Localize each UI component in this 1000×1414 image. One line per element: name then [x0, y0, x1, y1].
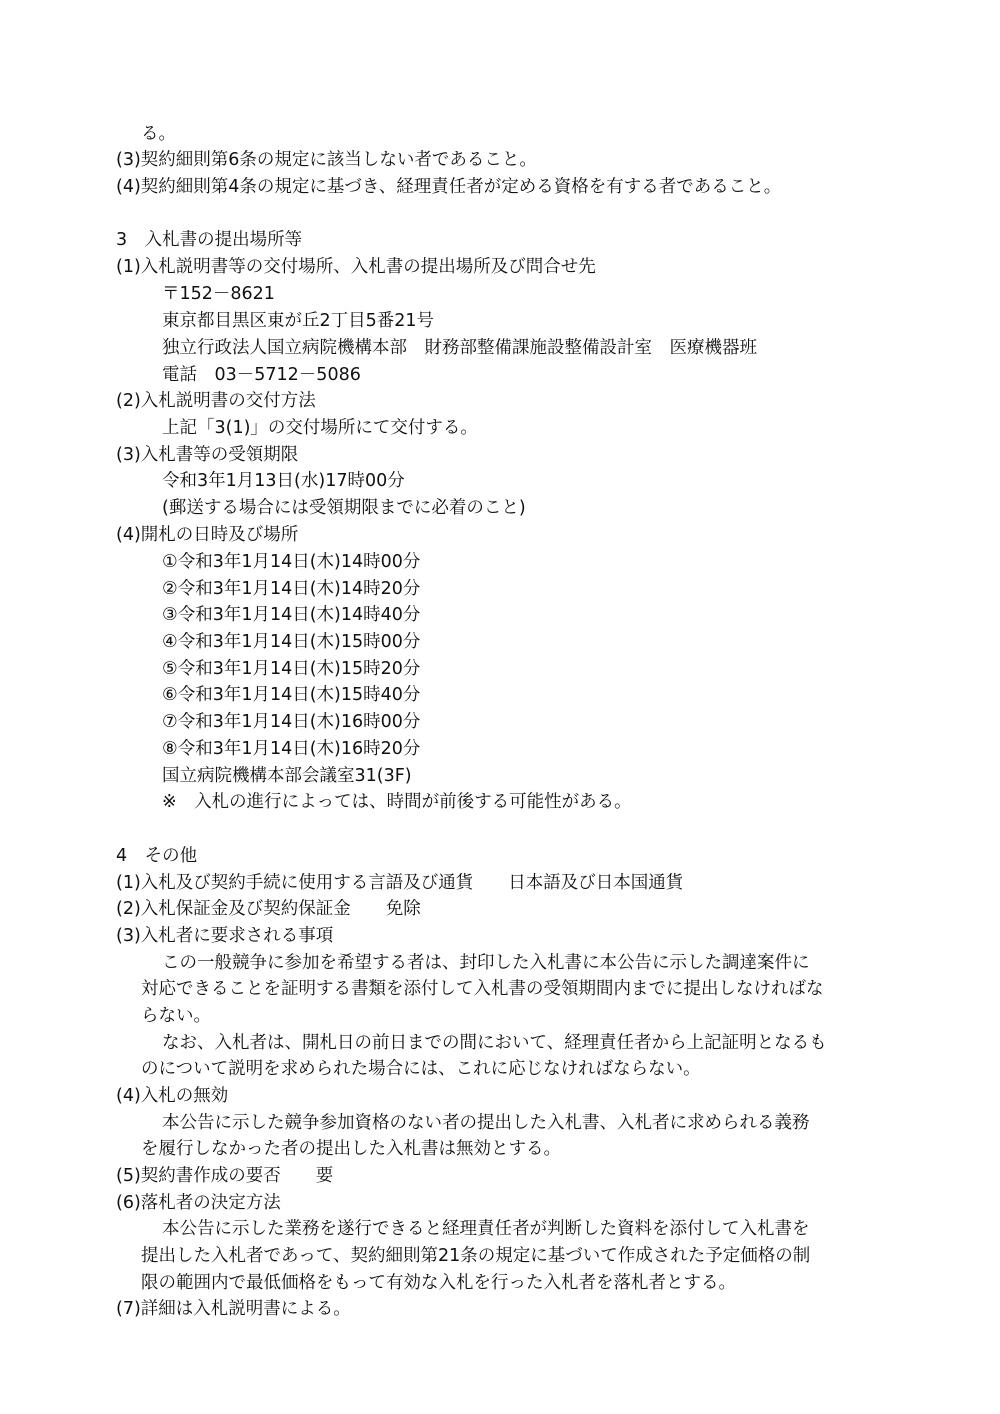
- text-line: 本公告に示した業務を遂行できると経理責任者が判断した資料を添付して入札書を: [162, 1219, 810, 1239]
- text-line: ③令和3年1月14日(木)14時40分: [162, 605, 421, 625]
- text-line: 4 その他: [116, 846, 198, 866]
- text-line: 対応できることを証明する書類を添付して入札書の受領期間内までに提出しなければな: [141, 979, 824, 999]
- text-line: 3 入札書の提出場所等: [116, 230, 303, 250]
- text-line: のについて説明を求められた場合には、これに応じなければならない。: [141, 1059, 701, 1079]
- text-line: この一般競争に参加を希望する者は、封印した入札書に本公告に示した調達案件に: [162, 953, 810, 973]
- text-line: (5)契約書作成の要否 要: [116, 1166, 334, 1186]
- text-line: ⑥令和3年1月14日(木)15時40分: [162, 685, 421, 705]
- text-line: 限の範囲内で最低価格をもって有効な入札を行った入札者を落札者とする。: [141, 1273, 736, 1293]
- text-line: 東京都目黒区東が丘2丁目5番21号: [162, 311, 435, 331]
- text-line: 上記「3(1)」の交付場所にて交付する。: [162, 418, 478, 438]
- text-line: (4)開札の日時及び場所: [116, 525, 299, 545]
- text-line: ②令和3年1月14日(木)14時20分: [162, 579, 421, 599]
- text-line: (2)入札説明書の交付方法: [116, 391, 316, 411]
- text-line: 令和3年1月13日(水)17時00分: [162, 471, 405, 491]
- text-line: 提出した入札者であって、契約細則第21条の規定に基づいて作成された予定価格の制: [141, 1246, 811, 1266]
- text-line: る。: [141, 124, 176, 144]
- text-line: (7)詳細は入札説明書による。: [116, 1299, 351, 1319]
- text-line: (3)入札書等の受領期限: [116, 445, 299, 465]
- text-line: 独立行政法人国立病院機構本部 財務部整備課施設整備設計室 医療機器班: [162, 338, 757, 358]
- text-line: 〒152－8621: [162, 284, 275, 304]
- text-line: ①令和3年1月14日(木)14時00分: [162, 552, 421, 572]
- text-line: 電話 03－5712－5086: [162, 365, 361, 385]
- text-line: を履行しなかった者の提出した入札書は無効とする。: [141, 1139, 561, 1159]
- text-line: (2)入札保証金及び契約保証金 免除: [116, 899, 421, 919]
- text-line: (3)入札者に要求される事項: [116, 926, 334, 946]
- text-line: ⑧令和3年1月14日(木)16時20分: [162, 739, 421, 759]
- text-line: (3)契約細則第6条の規定に該当しない者であること。: [116, 150, 537, 170]
- text-line: (1)入札及び契約手続に使用する言語及び通貨 日本語及び日本国通貨: [116, 873, 684, 893]
- text-line: (1)入札説明書等の交付場所、入札書の提出場所及び問合せ先: [116, 257, 596, 277]
- text-line: (6)落札者の決定方法: [116, 1193, 281, 1213]
- text-line: (郵送する場合には受領期限までに必着のこと): [162, 498, 526, 518]
- text-line: (4)入札の無効: [116, 1086, 229, 1106]
- text-line: なお、入札者は、開札日の前日までの間において、経理責任者から上記証明となるも: [162, 1033, 827, 1053]
- text-line: ※ 入札の進行によっては、時間が前後する可能性がある。: [162, 792, 632, 812]
- text-line: ⑦令和3年1月14日(木)16時00分: [162, 712, 421, 732]
- text-line: 国立病院機構本部会議室31(3F): [162, 766, 412, 786]
- text-line: ④令和3年1月14日(木)15時00分: [162, 632, 421, 652]
- text-line: 本公告に示した競争参加資格のない者の提出した入札書、入札者に求められる義務: [162, 1113, 810, 1133]
- text-line: ⑤令和3年1月14日(木)15時20分: [162, 659, 421, 679]
- text-line: らない。: [141, 1006, 211, 1026]
- text-line: (4)契約細則第4条の規定に基づき、経理責任者が定める資格を有する者であること。: [116, 177, 782, 197]
